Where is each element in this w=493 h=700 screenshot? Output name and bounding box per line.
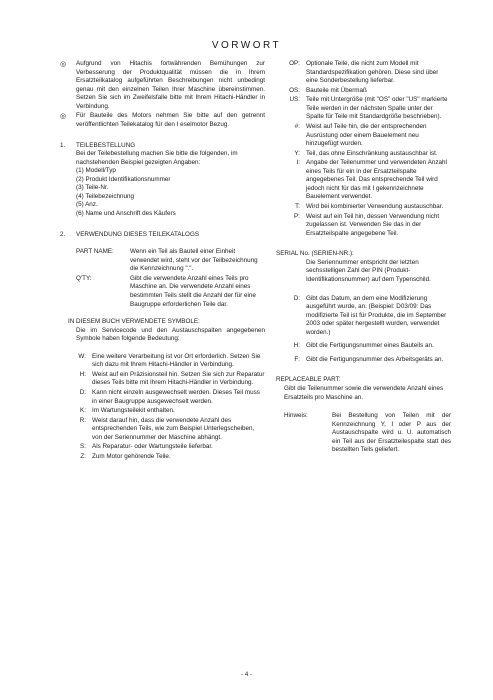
section-title: TEILEBESTELLUNG — [76, 141, 136, 149]
symbol-text: Zum Motor gehörende Teile. — [92, 452, 171, 460]
definition-row — [60, 248, 265, 274]
symbol-key: H: — [79, 370, 86, 378]
section-intro: Bei der Teilebestellung machen Sie bitte die folgenden, im nachstehenden Beispiel gezeigten Angaben: — [76, 150, 238, 166]
symbol-text: Im Wartungsteilekit enthalten. — [92, 407, 175, 415]
symbol-text: Weist auf ein Präzisionsteil hin. Setzen Sie sich zur Reparatur dieses Teils bitte mit Ihrem Hitachi-Händler in Verbindung. — [92, 370, 265, 387]
hint-row — [276, 412, 451, 455]
right-column — [276, 60, 451, 455]
code-key: #: — [294, 122, 300, 130]
section-heading-1 — [60, 142, 265, 151]
code-row — [276, 123, 451, 149]
symbol-row — [60, 353, 265, 370]
code-text: Weist auf Teile hin, die der entsprechenden Ausrüstung oder einem Bauelement neu hinzugefügt wurden. — [306, 122, 427, 148]
symbols-list — [60, 353, 265, 462]
serial-row — [276, 295, 451, 338]
code-key: T: — [295, 203, 300, 210]
code-row — [276, 60, 451, 86]
symbol-row — [60, 443, 265, 452]
code-text: Optionale Teile, die nicht zum Modell mit Standardspezifikation gehören. Diese sind über eine Sonderbestellung lieferbar. — [306, 60, 439, 85]
symbol-key: W: — [78, 352, 86, 360]
symbol-key: R: — [79, 416, 86, 424]
list-item: (1) Modell/Typ — [76, 167, 116, 175]
list-item: (2) Produkt Identifikationsnummer — [76, 175, 171, 183]
code-key: OP: — [289, 60, 300, 67]
code-key: P: — [294, 212, 300, 220]
symbol-text: Kann nicht einzeln ausgewechselt werden. Dieses Teil muss in einer Baugruppe ausgewechselt werden. — [92, 389, 260, 405]
page-title: VORWORT — [211, 40, 282, 51]
serial-item-text: Gibt das Datum, an dem eine Modifizierung ausgeführt wurde, an. (Beispiel: D03/09: Das modifizierte Teil ist für Produkte, die im September 2003 oder später hergestellt wurden, verwendet worden.) — [306, 294, 447, 336]
code-key: Y: — [294, 149, 300, 157]
symbol-key: D: — [79, 389, 86, 396]
symbols-intro: Die im Servicecode und den Austauschspalten angegebenen Symbole haben folgende Bedeutung: — [76, 326, 265, 343]
list-item: (3) Teile-Nr. — [76, 184, 109, 192]
definition-row — [60, 275, 265, 309]
code-text: Wird bei kombinierter Verwendung austauschbar. — [306, 203, 444, 210]
code-text: Teile mit Untergröße (mit "OS" oder "US" markierte Teile werden in der nächsten Spalte unter der Spalte für Teile mit Standardgröße beschrieben). — [306, 96, 448, 121]
symbol-key: Z: — [80, 452, 86, 460]
symbol-row — [60, 389, 265, 406]
section-number: 2. — [60, 230, 66, 238]
serial-text: Die Seriennummer entspricht der letzten sechsstelligen Zahl der PIN (Produkt-Identifikationsnummer) auf dem Typenschild. — [306, 258, 431, 283]
symbol-text: Weist darauf hin, dass die verwendete Anzahl des entsprechenden Teils, wie zum Beispiel Unterlegscheiben, von der Seriennummer der Maschine abhängt. — [92, 416, 255, 441]
code-row — [276, 87, 451, 96]
symbol-key: S: — [80, 443, 86, 451]
code-row — [276, 159, 451, 202]
serial-heading: SERIAL No. (SERIEN-NR.): — [276, 250, 354, 258]
code-text: Bauteile mit Übermaß — [306, 86, 367, 94]
symbol-key: K: — [80, 407, 86, 415]
serial-row — [276, 342, 451, 351]
code-key: I: — [296, 159, 300, 167]
serial-key: F: — [294, 355, 300, 363]
bullet-circle-icon: ◎ — [60, 113, 67, 121]
code-text: Weist auf ein Teil hin, dessen Verwendung nicht zugelassen ist. Verwenden Sie das in der Ersatzteilspalte angegebene Teil. — [306, 212, 440, 237]
intro-paragraph — [60, 60, 265, 111]
bullet-circle-icon: ◎ — [60, 61, 67, 68]
intro-text: Für Bauteile des Motors nehmen Sie bitte auf den getrennt veröffentlichten Teilekatalog für den I eselmotor Bezug. — [76, 112, 265, 128]
replaceable-heading: REPLACEABLE PART: — [276, 376, 341, 384]
code-row — [276, 150, 451, 159]
symbol-row — [60, 453, 265, 462]
code-row — [276, 96, 451, 122]
serial-item-text: Gibt die Fertigungsnummer eines Bauteils an. — [306, 342, 434, 350]
code-key: OS: — [289, 86, 300, 94]
serial-row — [276, 356, 451, 365]
code-row — [276, 203, 451, 212]
symbol-row — [60, 371, 265, 388]
intro-paragraph — [60, 112, 265, 129]
definition-term: Q'TY: — [76, 274, 92, 282]
section-number: 1. — [60, 141, 66, 149]
definition-text: Wenn ein Teil als Bauteil einer Einheit verwendet wird, steht vor der Teilbezeichnung die Kennzeichnung ".". — [130, 248, 258, 273]
code-row — [276, 213, 451, 239]
symbol-row — [60, 407, 265, 416]
symbols-heading: IN DIESEM BUCH VERWENDETE SYMBOLE: — [68, 318, 200, 326]
serial-key: H: — [293, 342, 300, 350]
list-item: (5) Anz. — [76, 201, 98, 209]
list-item: (4) Teilebezeichnung — [76, 192, 134, 200]
serial-item-text: Gibt die Fertigungsnummer des Arbeitsgeräts an. — [306, 355, 444, 363]
code-text: Teil, das ohne Einschränkung austauschbar ist. — [306, 149, 438, 157]
replaceable-text: Gibt die Teilenummer sowie die verwendete Anzahl eines Ersatzteils pro Maschine an. — [284, 385, 444, 401]
section-title: VERWENDUNG DIESES TEILEKATALOGS — [76, 230, 200, 238]
serial-key: D: — [293, 294, 300, 302]
section-heading-2 — [60, 231, 265, 240]
hint-text: Bei Bestellung von Teilen mit der Kennzeichnung Y, I oder P aus der Austauschspalte wird u. U. automatisch ein Teil aus der Ersatzteilespalte statt des bestellten Teils geliefert. — [332, 412, 451, 454]
code-text: Angabe der Teilenummer und verwendeten Anzahl eines Teils für ein in der Ersatzteilspalte angegebenes Teil. Das entsprechende Teil wird jedoch nicht für das mit I gekennzeichnete Bauelement verwendet. — [306, 159, 447, 201]
serial-list — [276, 295, 451, 365]
section-1-body — [60, 150, 265, 219]
page-number: - 4 - — [241, 672, 252, 678]
intro-text: Aufgrund von Hitachis fortwährenden Bemühungen zur Verbesserung der Produktqualität müssen die in Ihrem Ersatzteilkatalog aufgeführten Beschreibungen nicht unbedingt genau mit den einzelnen Teilen Ihrer Maschine übereinstimmen. Setzen Sie sich im Zweifelsfalle bitte mit Ihrem Hitachi-Händler in Verbindung. — [76, 60, 265, 110]
hint-label: Hinweis: — [284, 412, 308, 420]
symbol-text: Eine weitere Verarbeitung ist vor Ort erforderlich. Setzen Sie sich dazu mit Ihrem Hitachi-Händler in Verbindung. — [92, 352, 261, 369]
code-key: US: — [289, 96, 300, 104]
list-item: (6) Name und Anschrift des Käufers — [76, 210, 176, 217]
code-list — [276, 60, 451, 238]
left-column — [60, 60, 265, 463]
symbol-row — [60, 417, 265, 443]
definition-term: PART NAME: — [76, 248, 114, 256]
symbol-text: Als Reparatur- oder Wartungsteile lieferbar. — [92, 443, 213, 451]
definition-text: Gibt die verwendete Anzahl eines Teils pro Maschine an. Die verwendete Anzahl eines bestimmten Teils stellt die Anzahl der für eine Baugruppe erforderlichen Teile dar. — [130, 274, 256, 308]
